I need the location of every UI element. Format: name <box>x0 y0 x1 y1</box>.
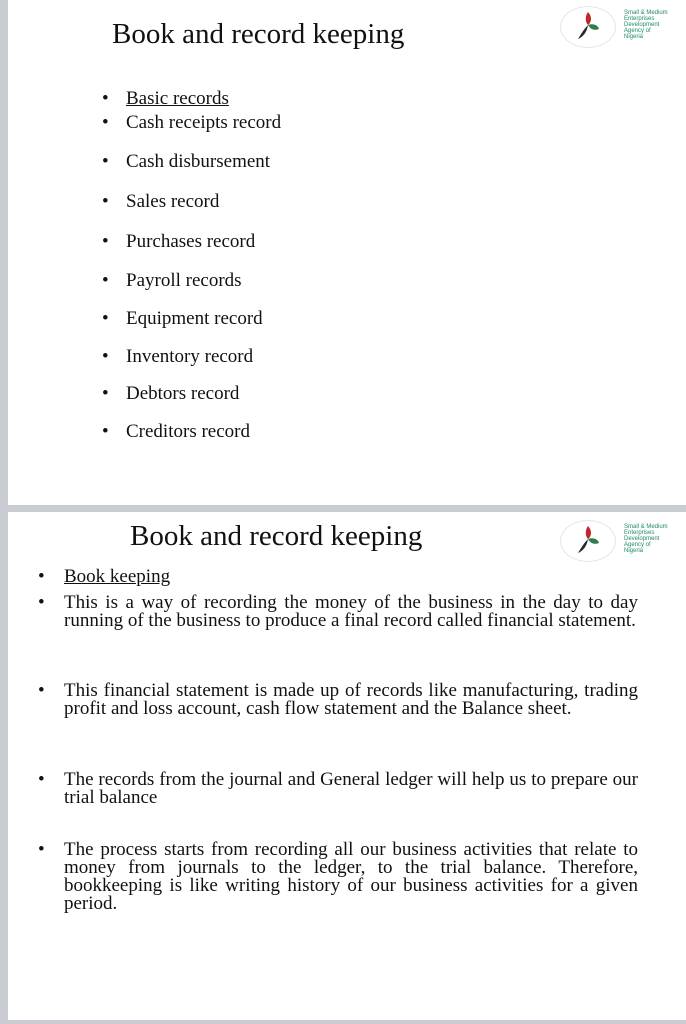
logo-text: Small & Medium Enterprises Development Agency of Nigeria <box>624 10 668 40</box>
logo-text: Small & Medium Enterprises Development Agency of Nigeria <box>624 524 668 554</box>
smedan-logo-icon <box>576 10 600 42</box>
list-item: • This financial statement is made up of records like manufacturing, trading profit and loss account, cash flow statement and the Balance sheet. <box>38 680 638 719</box>
slide-title: Book and record keeping <box>130 520 423 552</box>
slide-1: Book and record keeping Small & Medium Enterprises Development Agency of Nigeria • Basic records • Cash receipts record • Cash disbursement • Sales record • Purchases record • Payroll records • Equipment record • Inventory record • Debtors record • Creditors record <box>8 0 686 505</box>
smedan-logo <box>560 6 680 46</box>
list-item: • Book keeping <box>38 566 171 587</box>
slide-2 <box>8 512 686 1020</box>
slide-title: Book and record keeping <box>112 18 405 50</box>
list-item: • The process starts from recording all our business activities that relate to money from journals to the ledger, to the trial balance. Therefore, bookkeeping is like writing history of our business activities for a given period. <box>38 839 638 914</box>
list-item: • The records from the journal and General ledger will help us to prepare our trial balance <box>38 769 638 808</box>
smedan-logo-icon <box>576 524 600 556</box>
list-item: • This is a way of recording the money of the business in the day to day running of the business to produce a final record called financial statement. <box>38 592 638 631</box>
smedan-logo <box>560 520 680 560</box>
